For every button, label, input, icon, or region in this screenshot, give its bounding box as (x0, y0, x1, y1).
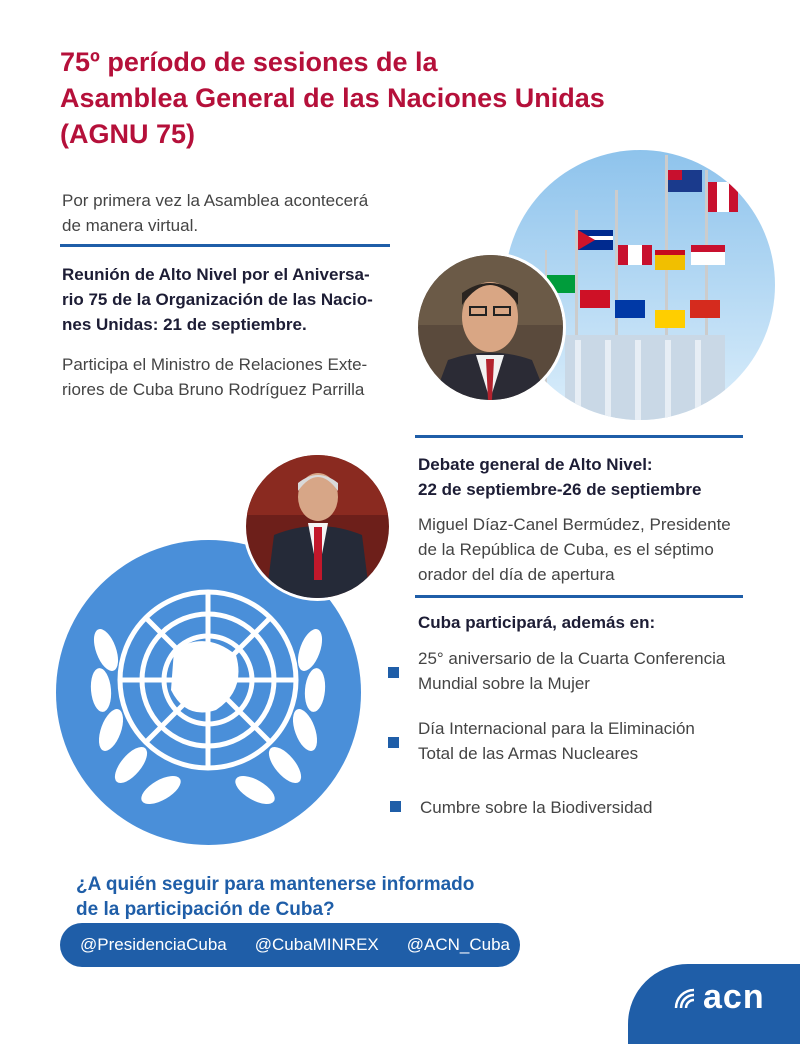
also-item-line: Total de las Armas Nucleares (418, 744, 639, 763)
intro-text (62, 188, 422, 238)
title-line-2: Asamblea General de las Naciones Unidas (60, 83, 605, 113)
bullet-icon (388, 737, 399, 748)
debate-heading-line: 22 de septiembre-26 de septiembre (418, 480, 702, 499)
also-item (418, 646, 758, 696)
divider (60, 244, 390, 247)
logo-text: acn (703, 978, 765, 1016)
also-heading: Cuba participará, además en: (418, 613, 656, 632)
meeting-heading-line: rio 75 de la Organización de las Nacio- (62, 290, 373, 309)
handles-bar (60, 923, 520, 967)
follow-line: de la participación de Cuba? (76, 899, 335, 920)
debate-heading (418, 452, 758, 502)
handle-link[interactable]: @ACN_Cuba (406, 935, 510, 954)
also-item (420, 795, 760, 820)
follow-line: ¿A quién seguir para mantenerse informado (76, 874, 475, 895)
also-item (418, 716, 758, 766)
also-item-line: Mundial sobre la Mujer (418, 674, 590, 693)
minister-photo (415, 252, 566, 403)
also-item-line: Cumbre sobre la Biodiversidad (420, 798, 653, 817)
meeting-text (62, 352, 422, 402)
bullet-icon (388, 667, 399, 678)
meeting-heading-line: nes Unidas: 21 de septiembre. (62, 315, 307, 334)
meeting-heading (62, 262, 422, 337)
meeting-text-line: Participa el Ministro de Relaciones Exte- (62, 355, 368, 374)
meeting-text-line: riores de Cuba Bruno Rodríguez Parrilla (62, 380, 365, 399)
debate-text (418, 512, 778, 587)
debate-text-line: de la República de Cuba, es el séptimo (418, 540, 714, 559)
handle-link[interactable]: @PresidenciaCuba (80, 935, 227, 954)
signal-icon (672, 986, 698, 1012)
bullet-icon (390, 801, 401, 812)
debate-text-line: Miguel Díaz-Canel Bermúdez, Presidente (418, 515, 731, 534)
also-item-line: Día Internacional para la Eliminación (418, 719, 695, 738)
divider (415, 595, 743, 598)
debate-heading-line: Debate general de Alto Nivel: (418, 455, 653, 474)
handle-link[interactable]: @CubaMINREX (254, 935, 379, 954)
title-line-1: 75º período de sesiones de la (60, 47, 438, 77)
intro-line-2: de manera virtual. (62, 216, 199, 235)
title-line-3: (AGNU 75) (60, 119, 196, 149)
president-photo (243, 452, 392, 601)
also-item-line: 25° aniversario de la Cuarta Conferencia (418, 649, 726, 668)
meeting-heading-line: Reunión de Alto Nivel por el Aniversa- (62, 265, 370, 284)
divider (415, 435, 743, 438)
follow-question (76, 872, 496, 922)
intro-line-1: Por primera vez la Asamblea acontecerá (62, 191, 369, 210)
page-title (60, 44, 620, 152)
debate-text-line: orador del día de apertura (418, 565, 615, 584)
